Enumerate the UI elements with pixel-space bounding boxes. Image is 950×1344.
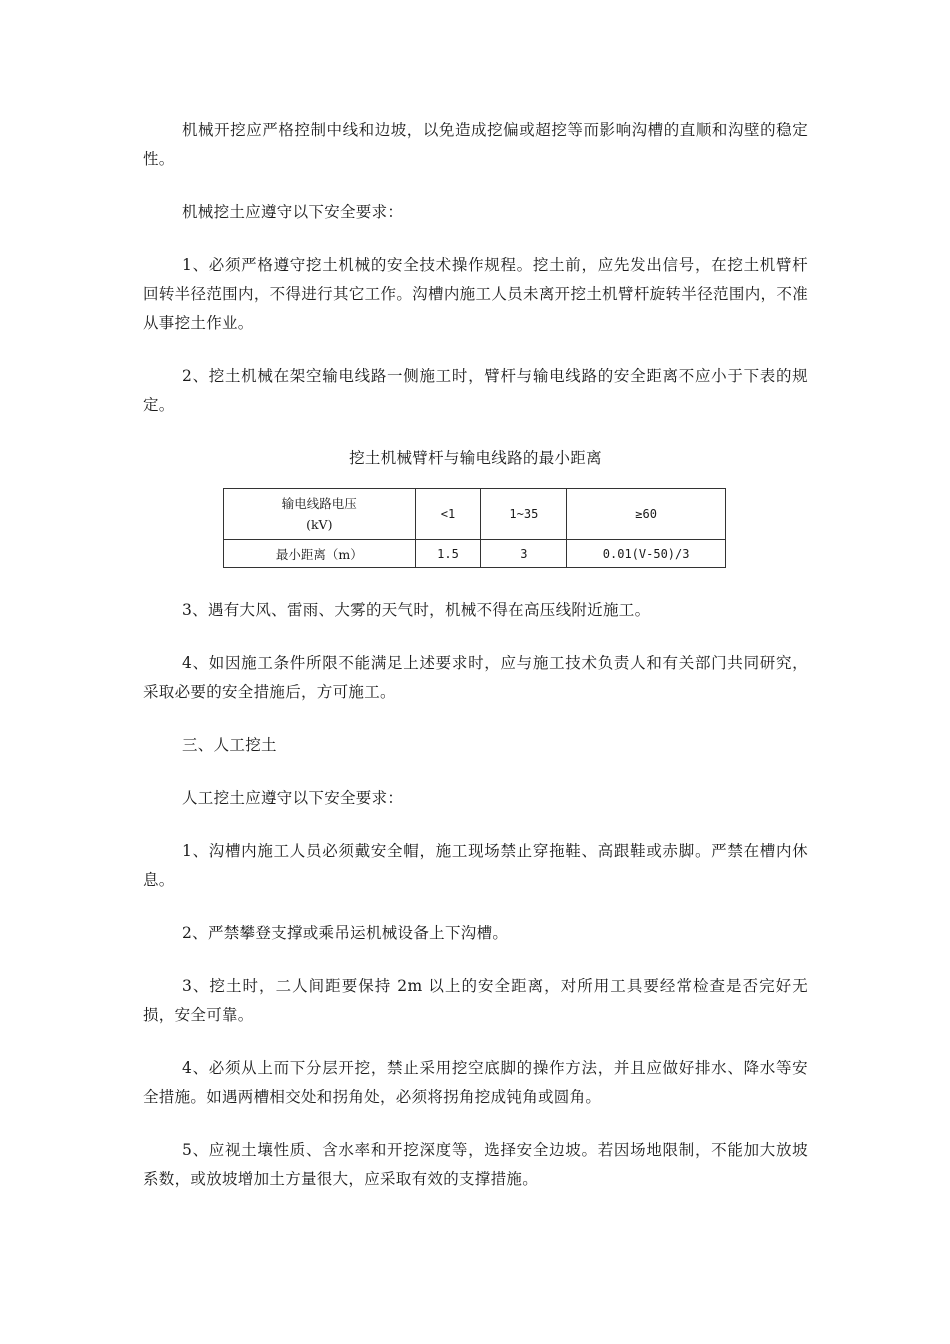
paragraph-mechanical-rule-2: 2、挖土机械在架空输电线路一侧施工时，臂杆与输电线路的安全距离不应小于下表的规定。	[143, 367, 808, 414]
section-heading-manual-excavation: 三、人工挖土	[182, 736, 277, 754]
table-title: 挖土机械臂杆与输电线路的最小距离	[349, 449, 602, 467]
paragraph-manual-safety-intro: 人工挖土应遵守以下安全要求：	[182, 789, 404, 807]
paragraph-manual-rule-2: 2、严禁攀登支撑或乘吊运机械设备上下沟槽。	[182, 924, 509, 942]
table-header-distance-label: 最小距离（m）	[224, 540, 416, 568]
paragraph-manual-rule-3: 3、挖土时，二人间距要保持 2m 以上的安全距离，对所用工具要经常检查是否完好无损，安全可靠。	[143, 977, 808, 1024]
document-body	[143, 116, 808, 1218]
min-distance-table	[223, 488, 726, 568]
table-cell-distance-1: 1.5	[415, 540, 481, 568]
paragraph-mechanical-excavation-control: 机械开挖应严格控制中线和边坡，以免造成挖偏或超挖等而影响沟槽的直顺和沟壁的稳定性。	[143, 121, 808, 168]
table-cell-voltage-1-35: 1~35	[481, 489, 567, 540]
paragraph-mechanical-safety-intro: 机械挖土应遵守以下安全要求：	[182, 203, 404, 221]
table-row-distance	[224, 540, 726, 568]
voltage-label-line1: 输电线路电压	[281, 496, 357, 511]
paragraph-mechanical-rule-4: 4、如因施工条件所限不能满足上述要求时，应与施工技术负责人和有关部门共同研究，采取必要的安全措施后，方可施工。	[143, 654, 808, 701]
paragraph-manual-rule-1: 1、沟槽内施工人员必须戴安全帽，施工现场禁止穿拖鞋、高跟鞋或赤脚。严禁在槽内休息。	[143, 842, 808, 889]
table-header-voltage-label	[224, 489, 416, 540]
paragraph-mechanical-rule-3: 3、遇有大风、雷雨、大雾的天气时，机械不得在高压线附近施工。	[182, 601, 651, 619]
table-row-voltage	[224, 489, 726, 540]
table-cell-voltage-ge60: ≥60	[567, 489, 726, 540]
paragraph-manual-rule-4: 4、必须从上而下分层开挖，禁止采用挖空底脚的操作方法，并且应做好排水、降水等安全措施。如遇两槽相交处和拐角处，必须将拐角挖成钝角或圆角。	[143, 1059, 808, 1106]
paragraph-mechanical-rule-1: 1、必须严格遵守挖土机械的安全技术操作规程。挖土前，应先发出信号，在挖土机臂杆回转半径范围内，不得进行其它工作。沟槽内施工人员未离开挖土机臂杆旋转半径范围内，不准从事挖土作业。	[143, 256, 808, 332]
voltage-label-unit: (kV)	[306, 517, 333, 532]
table-cell-distance-2: 3	[481, 540, 567, 568]
table-cell-voltage-lt1: <1	[415, 489, 481, 540]
table-cell-distance-3: 0.01(V-50)/3	[567, 540, 726, 568]
paragraph-manual-rule-5: 5、应视土壤性质、含水率和开挖深度等，选择安全边坡。若因场地限制，不能加大放坡系数，或放坡增加土方量很大，应采取有效的支撑措施。	[143, 1141, 808, 1188]
